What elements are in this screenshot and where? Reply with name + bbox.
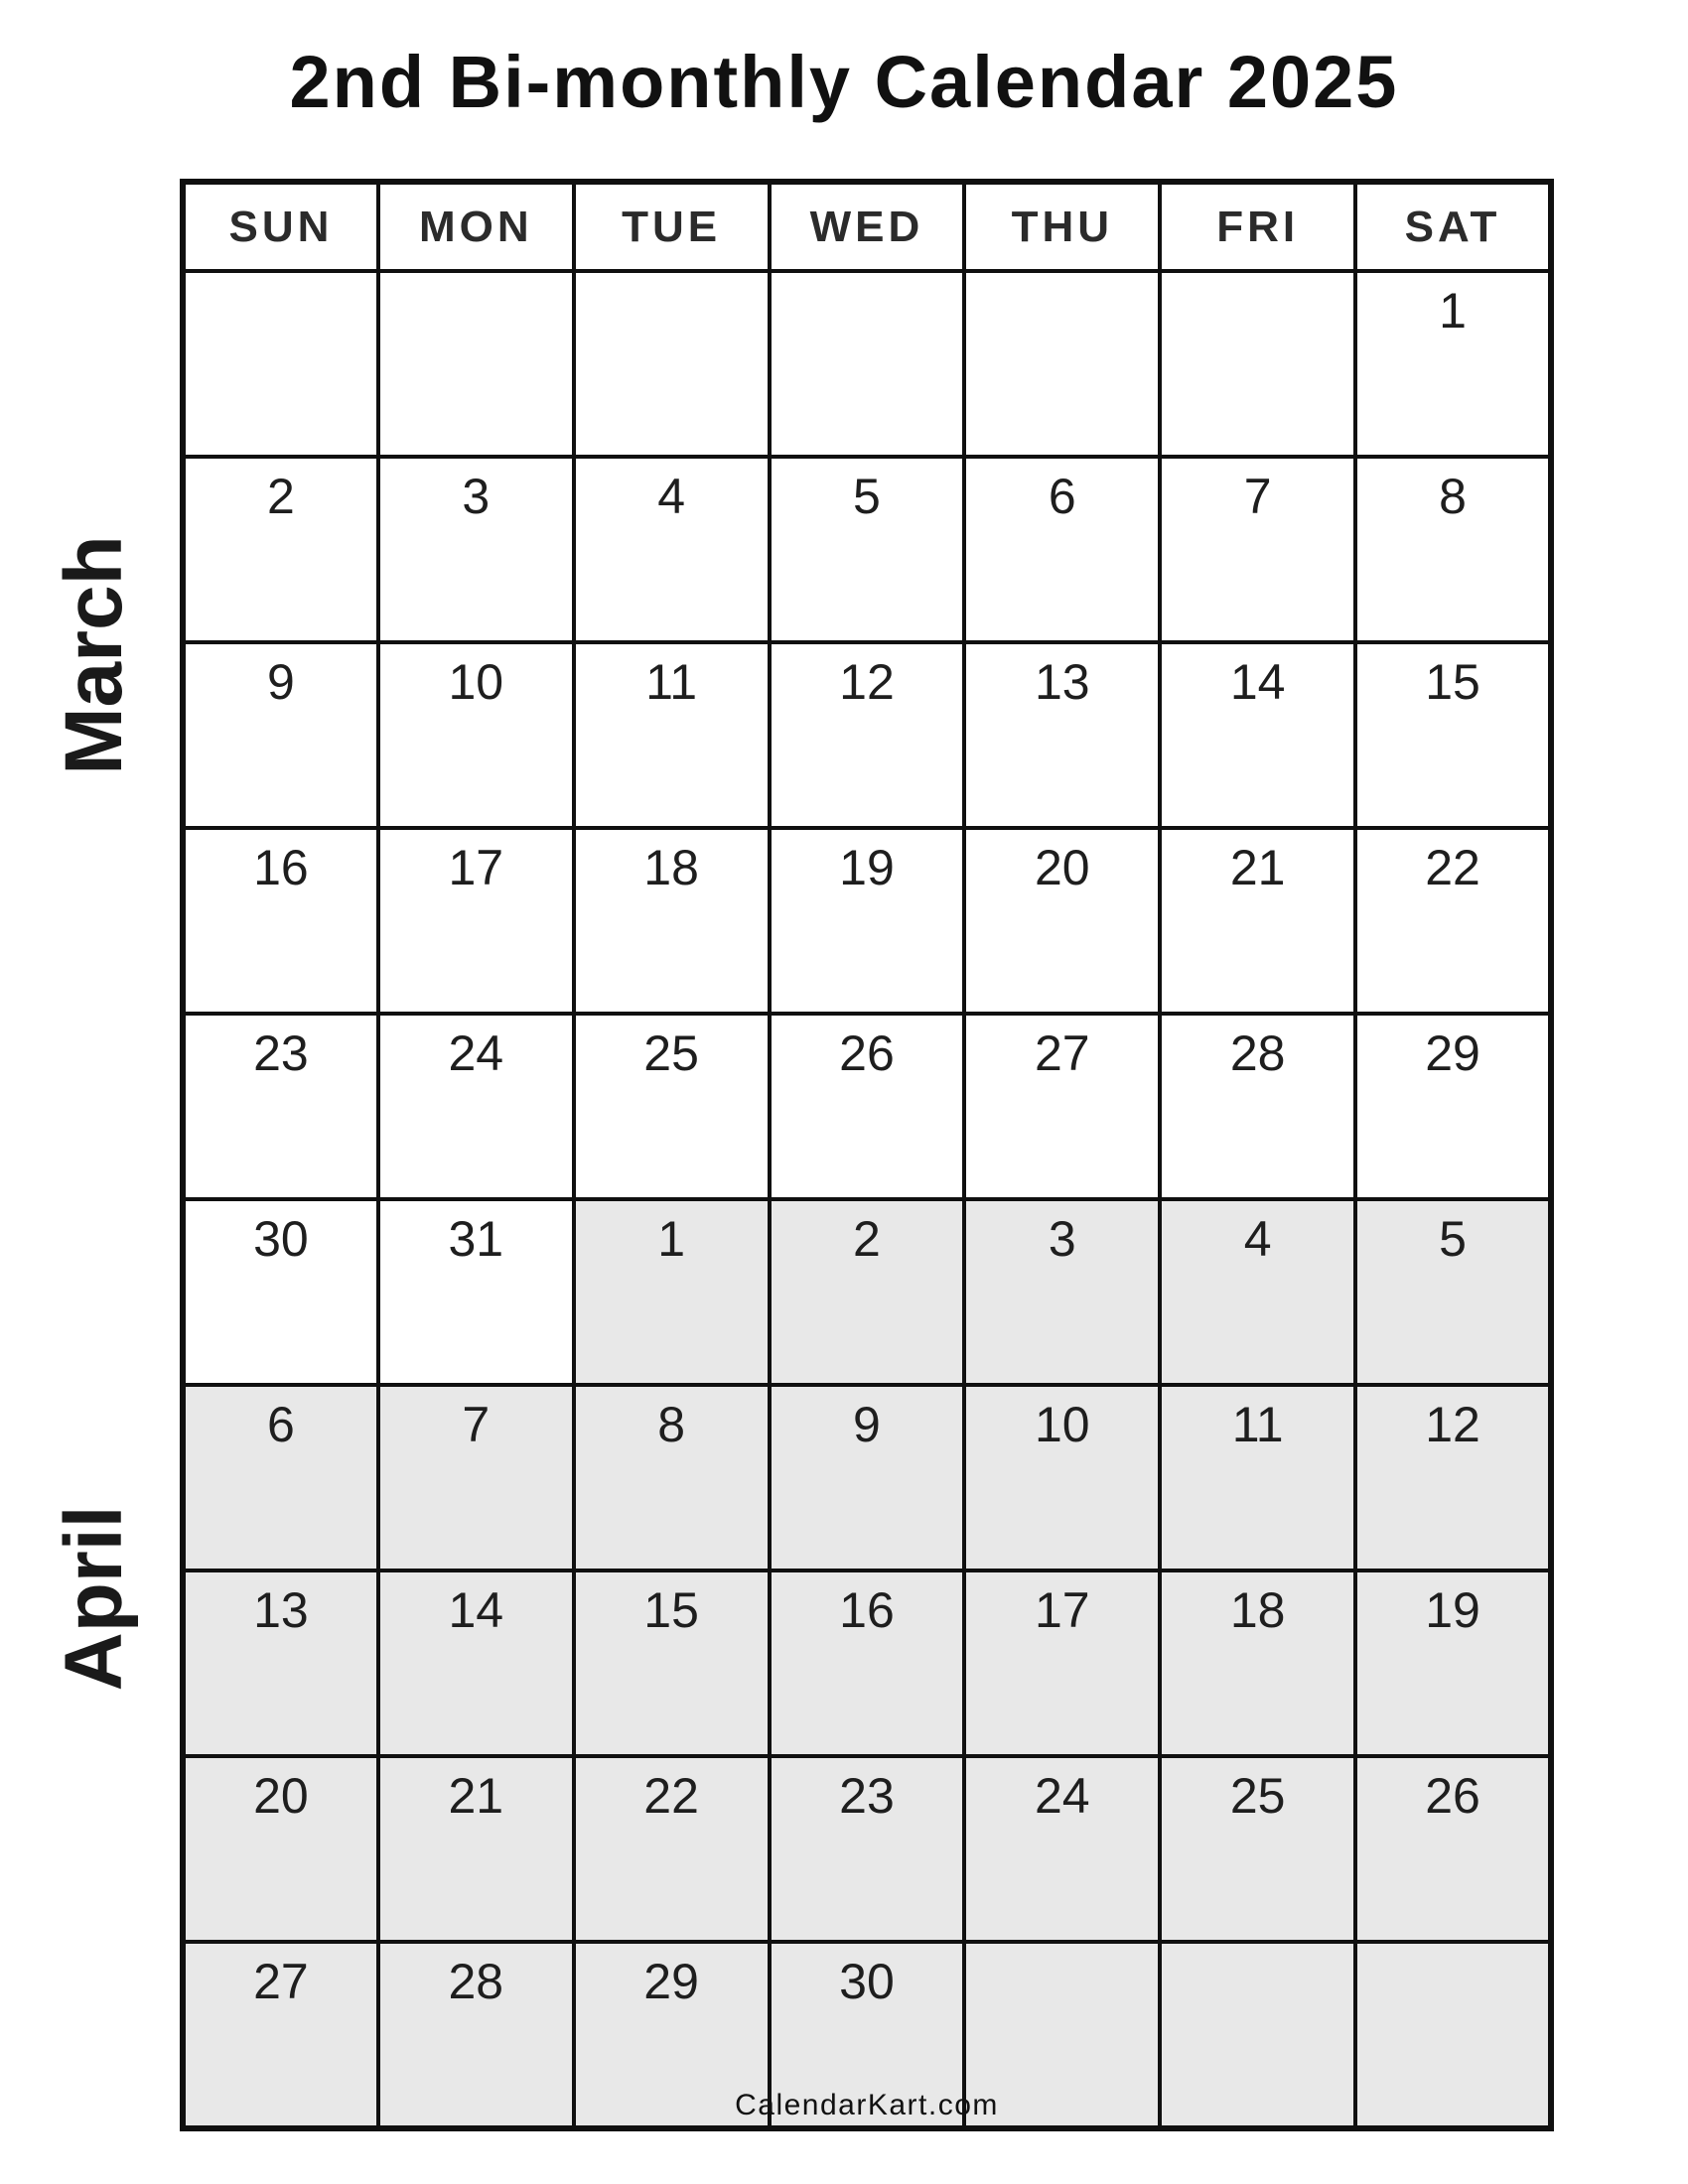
day-number: 31 (448, 1211, 504, 1267)
day-number: 7 (462, 1397, 491, 1452)
day-number: 6 (1048, 469, 1076, 524)
day-number: 10 (1034, 1397, 1090, 1452)
day-number: 14 (448, 1582, 504, 1638)
calendar-week-row (183, 457, 1551, 642)
day-cell-march-17 (378, 828, 574, 1014)
day-cell-april-20 (183, 1756, 378, 1942)
calendar-week-row (183, 271, 1551, 457)
day-number: 12 (1425, 1397, 1480, 1452)
day-number: 3 (462, 469, 491, 524)
day-number: 28 (1229, 1025, 1286, 1081)
footer-brand-text: CalendarKart.com (735, 2089, 999, 2121)
day-number: 3 (1048, 1211, 1076, 1267)
day-cell-march-4 (574, 457, 770, 642)
day-cell-march-19 (770, 828, 965, 1014)
day-cell-march-21 (1160, 828, 1355, 1014)
day-cell-march-23 (183, 1014, 378, 1199)
day-number: 29 (643, 1954, 699, 2009)
weekday-header-fri: FRI (1160, 182, 1355, 271)
day-cell-march-25 (574, 1014, 770, 1199)
day-cell-march-26 (770, 1014, 965, 1199)
day-number: 8 (1439, 469, 1467, 524)
day-cell-april-13 (183, 1570, 378, 1756)
calendar-week-row (183, 1385, 1551, 1570)
day-cell-march-30 (183, 1199, 378, 1385)
day-number: 13 (1034, 654, 1090, 710)
day-number: 11 (1231, 1397, 1284, 1452)
calendar-week-row (183, 1014, 1551, 1199)
day-number: 9 (267, 654, 295, 710)
day-cell-april-12 (1355, 1385, 1551, 1570)
day-cell-empty-march (183, 271, 378, 457)
month-label-april: April (49, 1505, 139, 1692)
day-number: 15 (1425, 654, 1480, 710)
weekday-header-sat: SAT (1355, 182, 1551, 271)
day-cell-march-28 (1160, 1014, 1355, 1199)
day-cell-march-7 (1160, 457, 1355, 642)
day-number: 5 (1439, 1211, 1467, 1267)
day-number: 10 (448, 654, 504, 710)
day-number: 6 (267, 1397, 295, 1452)
day-number: 16 (839, 1582, 895, 1638)
day-number: 14 (1229, 654, 1286, 710)
day-number: 25 (1229, 1768, 1286, 1824)
day-number: 24 (1034, 1768, 1090, 1824)
day-cell-empty-march (378, 271, 574, 457)
day-number: 19 (1425, 1582, 1480, 1638)
day-number: 8 (657, 1397, 686, 1452)
weekday-header-row (183, 182, 1551, 271)
day-cell-april-19 (1355, 1570, 1551, 1756)
day-number: 16 (253, 840, 309, 895)
weekday-header-mon: MON (378, 182, 574, 271)
day-cell-april-18 (1160, 1570, 1355, 1756)
day-cell-april-16 (770, 1570, 965, 1756)
day-number: 13 (253, 1582, 309, 1638)
day-number: 23 (839, 1768, 895, 1824)
day-number: 11 (645, 654, 698, 710)
day-number: 4 (657, 469, 686, 524)
day-cell-april-8 (574, 1385, 770, 1570)
day-number: 24 (448, 1025, 504, 1081)
day-number: 9 (853, 1397, 881, 1452)
day-number: 12 (839, 654, 895, 710)
day-cell-march-16 (183, 828, 378, 1014)
day-number: 29 (1425, 1025, 1480, 1081)
calendar-week-row (183, 642, 1551, 828)
day-number: 23 (253, 1025, 309, 1081)
month-label-march: March (49, 535, 139, 775)
day-cell-april-11 (1160, 1385, 1355, 1570)
day-cell-march-15 (1355, 642, 1551, 828)
day-cell-april-21 (378, 1756, 574, 1942)
weekday-header-tue: TUE (574, 182, 770, 271)
weekday-header-sun: SUN (183, 182, 378, 271)
day-number: 17 (1034, 1582, 1090, 1638)
day-cell-april-1 (574, 1199, 770, 1385)
day-cell-march-10 (378, 642, 574, 828)
day-cell-march-11 (574, 642, 770, 828)
day-cell-april-26 (1355, 1756, 1551, 1942)
day-number: 19 (839, 840, 895, 895)
day-cell-empty-march (770, 271, 965, 457)
day-cell-april-4 (1160, 1199, 1355, 1385)
day-cell-march-8 (1355, 457, 1551, 642)
day-cell-march-9 (183, 642, 378, 828)
calendar-week-row (183, 1199, 1551, 1385)
calendar-week-row (183, 1756, 1551, 1942)
day-number: 2 (267, 469, 295, 524)
day-cell-april-25 (1160, 1756, 1355, 1942)
day-cell-empty-march (964, 271, 1160, 457)
day-number: 4 (1243, 1211, 1272, 1267)
day-number: 27 (253, 1954, 309, 2009)
day-number: 21 (1229, 840, 1286, 895)
day-number: 20 (1034, 840, 1090, 895)
day-cell-april-22 (574, 1756, 770, 1942)
day-number: 18 (1229, 1582, 1286, 1638)
day-number: 18 (643, 840, 699, 895)
day-cell-april-6 (183, 1385, 378, 1570)
day-cell-april-5 (1355, 1199, 1551, 1385)
day-cell-april-10 (964, 1385, 1160, 1570)
weekday-header-wed: WED (770, 182, 965, 271)
day-number: 1 (1439, 283, 1467, 339)
day-cell-march-18 (574, 828, 770, 1014)
day-cell-april-15 (574, 1570, 770, 1756)
day-number: 15 (643, 1582, 699, 1638)
day-cell-april-17 (964, 1570, 1160, 1756)
day-cell-april-14 (378, 1570, 574, 1756)
day-number: 30 (839, 1954, 895, 2009)
day-cell-march-3 (378, 457, 574, 642)
day-cell-march-12 (770, 642, 965, 828)
day-number: 25 (643, 1025, 699, 1081)
day-number: 5 (853, 469, 881, 524)
day-number: 2 (853, 1211, 881, 1267)
day-cell-april-2 (770, 1199, 965, 1385)
day-cell-march-1 (1355, 271, 1551, 457)
day-number: 27 (1034, 1025, 1090, 1081)
day-cell-march-29 (1355, 1014, 1551, 1199)
day-cell-march-31 (378, 1199, 574, 1385)
day-cell-april-9 (770, 1385, 965, 1570)
day-number: 7 (1243, 469, 1272, 524)
day-cell-march-13 (964, 642, 1160, 828)
bimonthly-calendar-grid (180, 179, 1554, 2131)
day-cell-march-22 (1355, 828, 1551, 1014)
day-number: 20 (253, 1768, 309, 1824)
day-cell-empty-march (1160, 271, 1355, 457)
day-cell-march-27 (964, 1014, 1160, 1199)
day-cell-april-3 (964, 1199, 1160, 1385)
day-cell-march-5 (770, 457, 965, 642)
day-number: 22 (1425, 840, 1480, 895)
day-cell-april-7 (378, 1385, 574, 1570)
calendar-week-row (183, 1570, 1551, 1756)
day-number: 26 (839, 1025, 895, 1081)
day-number: 28 (448, 1954, 504, 2009)
day-number: 21 (448, 1768, 504, 1824)
day-number: 1 (657, 1211, 686, 1267)
calendar-week-row (183, 828, 1551, 1014)
day-number: 30 (253, 1211, 309, 1267)
day-cell-march-20 (964, 828, 1160, 1014)
day-cell-march-2 (183, 457, 378, 642)
day-number: 22 (643, 1768, 699, 1824)
day-cell-april-24 (964, 1756, 1160, 1942)
page-title: 2nd Bi-monthly Calendar 2025 (289, 41, 1399, 123)
day-cell-april-23 (770, 1756, 965, 1942)
day-cell-march-6 (964, 457, 1160, 642)
weekday-header-thu: THU (964, 182, 1160, 271)
day-number: 26 (1425, 1768, 1480, 1824)
day-cell-empty-march (574, 271, 770, 457)
calendar-body (183, 271, 1551, 2128)
day-number: 17 (448, 840, 504, 895)
day-cell-march-24 (378, 1014, 574, 1199)
day-cell-march-14 (1160, 642, 1355, 828)
